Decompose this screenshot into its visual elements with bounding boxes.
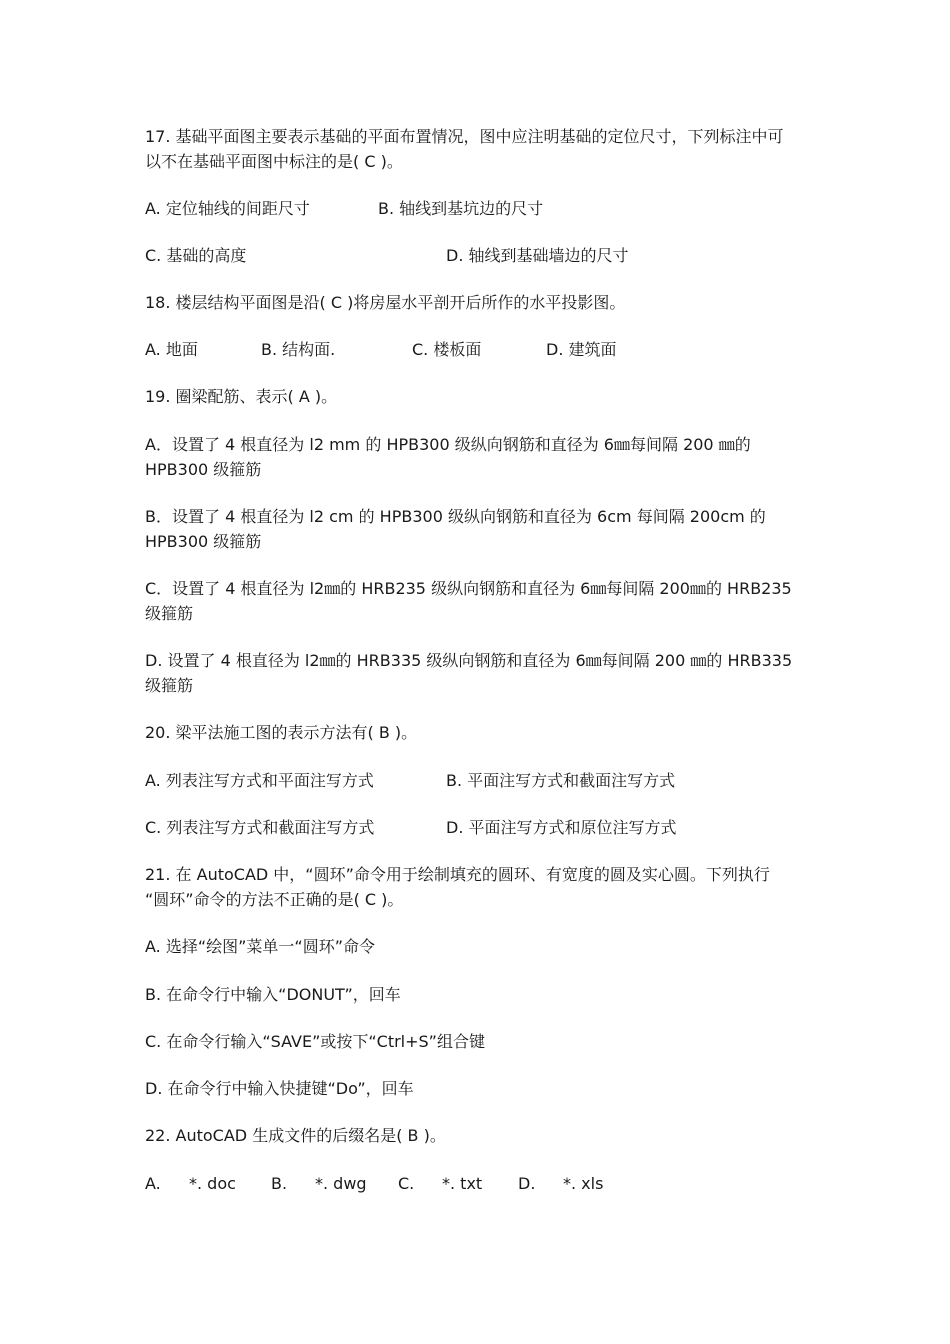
- q18-stem: 18. 楼层结构平面图是沿( C )将房屋水平剖开后所作的水平投影图。: [145, 293, 626, 312]
- q22-option-d-letter: D.: [518, 1174, 536, 1193]
- q18-option-a: A. 地面: [145, 340, 198, 359]
- q21-option-b: B. 在命令行中输入“DONUT”，回车: [145, 985, 401, 1004]
- q22-option-d-value: *. xls: [563, 1174, 604, 1193]
- q21-option-c: C. 在命令行输入“SAVE”或按下“Ctrl+S”组合键: [145, 1032, 485, 1051]
- q17-option-a: A. 定位轴线的间距尺寸: [145, 199, 310, 218]
- q22-option-c-letter: C.: [398, 1174, 415, 1193]
- q17-option-c: C. 基础的高度: [145, 246, 247, 265]
- q20-option-a: A. 列表注写方式和平面注写方式: [145, 771, 374, 790]
- q19-option-a-line2: HPB300 级箍筋: [145, 460, 262, 479]
- q21-option-d: D. 在命令行中输入快捷键“Do”，回车: [145, 1079, 414, 1098]
- q18-option-c: C. 楼板面: [412, 340, 482, 359]
- q20-option-d: D. 平面注写方式和原位注写方式: [446, 818, 677, 837]
- q22-option-b-letter: B.: [271, 1174, 288, 1193]
- q19-option-c-line1: C．设置了 4 根直径为 l2㎜的 HRB235 级纵向钢筋和直径为 6㎜每间隔 200㎜的 HRB235: [145, 579, 792, 598]
- q19-option-b-line1: B．设置了 4 根直径为 l2 cm 的 HPB300 级纵向钢筋和直径为 6cm 每间隔 200cm 的: [145, 507, 766, 526]
- q22-option-a-letter: A.: [145, 1174, 161, 1193]
- q22-option-b-value: *. dwg: [315, 1174, 367, 1193]
- q18-option-d: D. 建筑面: [546, 340, 617, 359]
- q21-option-a: A. 选择“绘图”菜单一“圆环”命令: [145, 937, 375, 956]
- q20-stem: 20. 梁平法施工图的表示方法有( B )。: [145, 723, 418, 742]
- q17-stem-line2: 以不在基础平面图中标注的是( C )。: [145, 152, 403, 171]
- q17-stem-line1: 17. 基础平面图主要表示基础的平面布置情况，图中应注明基础的定位尺寸，下列标注中可: [145, 127, 784, 146]
- q17-option-d: D. 轴线到基础墙边的尺寸: [446, 246, 629, 265]
- q21-stem-line1: 21. 在 AutoCAD 中，“圆环”命令用于绘制填充的圆环、有宽度的圆及实心圆。下列执行: [145, 865, 770, 884]
- q22-option-c-value: *. txt: [442, 1174, 483, 1193]
- q19-option-d-line2: 级箍筋: [145, 676, 194, 695]
- q19-option-d-line1: D. 设置了 4 根直径为 l2㎜的 HRB335 级纵向钢筋和直径为 6㎜每间隔 200 ㎜的 HRB335: [145, 651, 793, 670]
- q21-stem-line2: “圆环”命令的方法不正确的是( C )。: [145, 890, 404, 909]
- q19-option-c-line2: 级箍筋: [145, 604, 194, 623]
- q19-option-a-line1: A．设置了 4 根直径为 l2 mm 的 HPB300 级纵向钢筋和直径为 6㎜每间隔 200 ㎜的: [145, 435, 751, 454]
- q17-option-b: B. 轴线到基坑边的尺寸: [378, 199, 544, 218]
- q22-stem: 22. AutoCAD 生成文件的后缀名是( B )。: [145, 1126, 446, 1145]
- q19-stem: 19. 圈梁配筋、表示( A )。: [145, 387, 338, 406]
- q19-option-b-line2: HPB300 级箍筋: [145, 532, 262, 551]
- q20-option-c: C. 列表注写方式和截面注写方式: [145, 818, 375, 837]
- q22-option-a-value: *. doc: [189, 1174, 236, 1193]
- q20-option-b: B. 平面注写方式和截面注写方式: [446, 771, 676, 790]
- q18-option-b: B. 结构面.: [261, 340, 336, 359]
